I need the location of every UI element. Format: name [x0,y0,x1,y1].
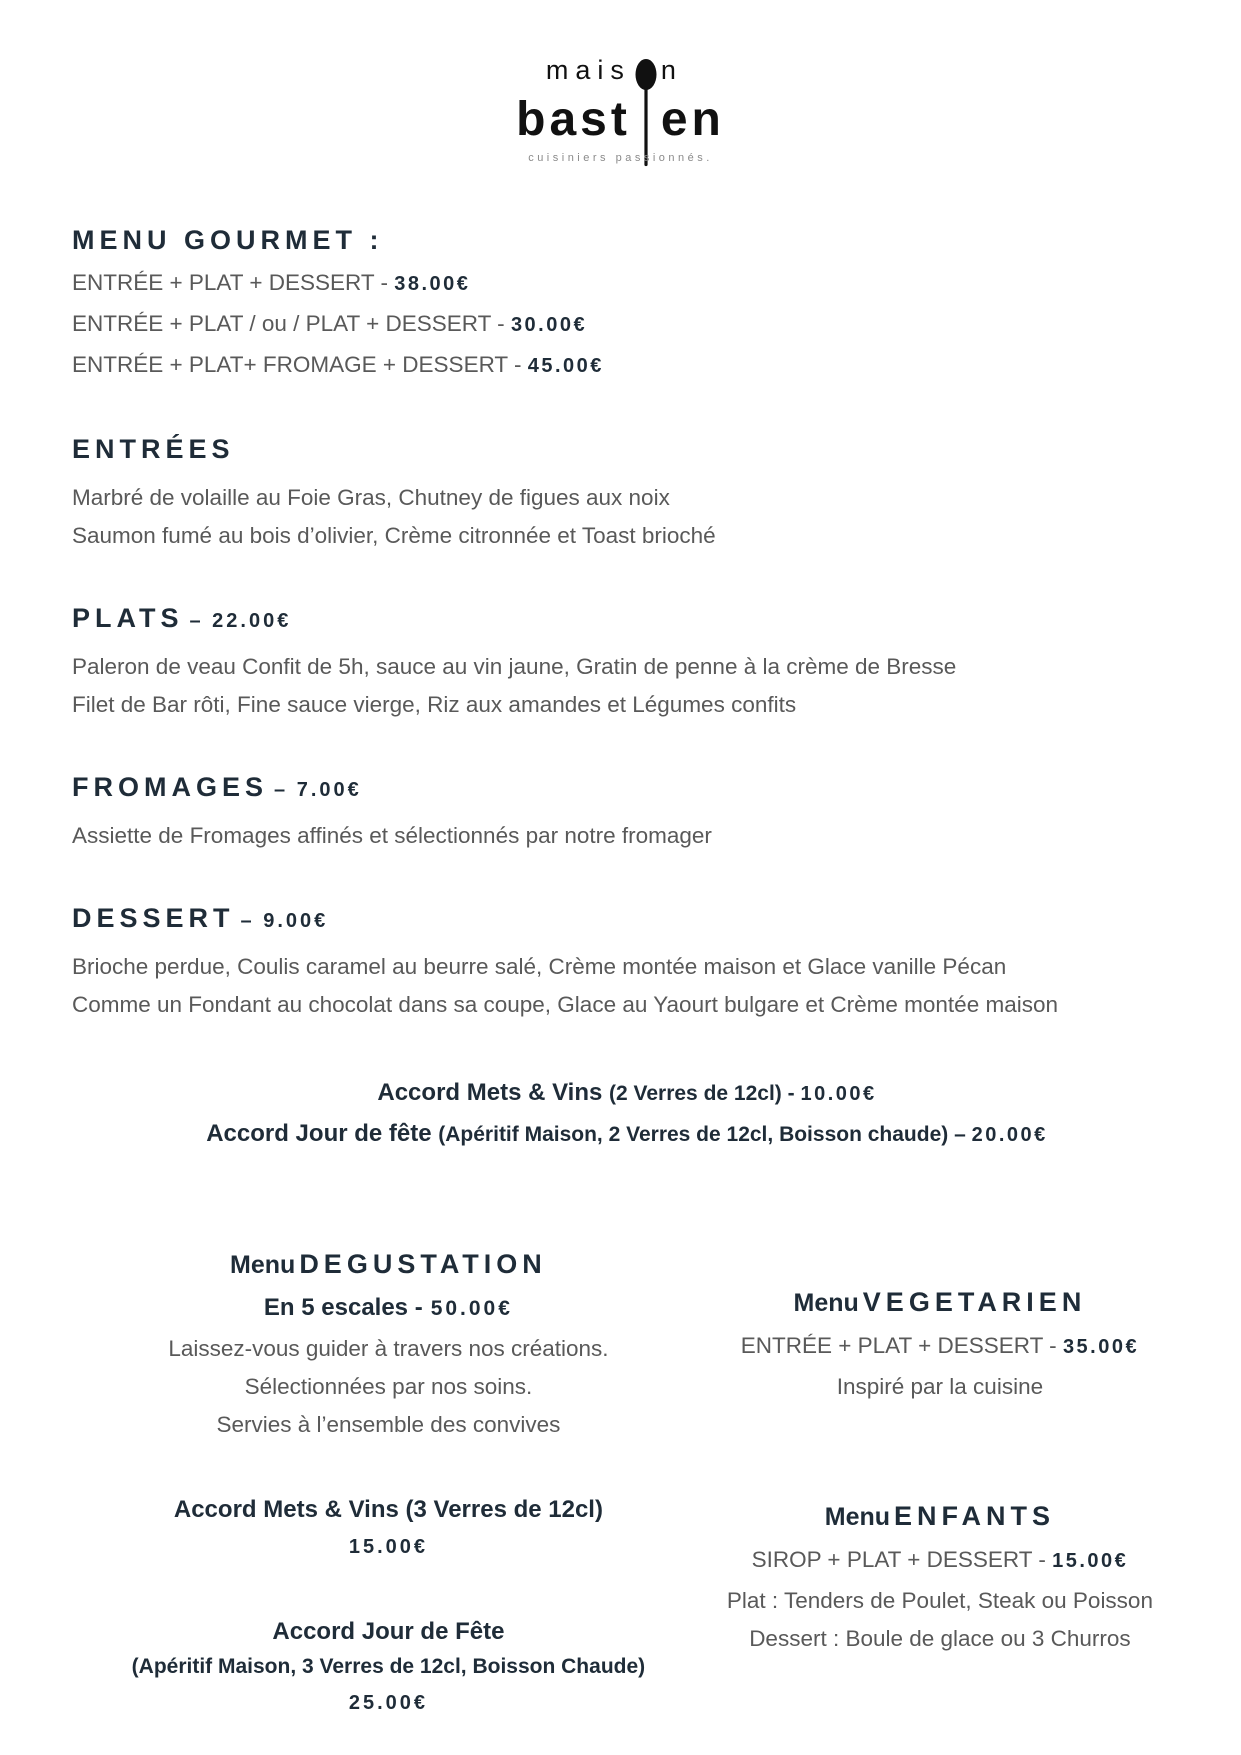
vegetarien-title: VEGETARIEN [862,1287,1087,1317]
section-plats [72,600,1201,724]
accord-jour-fete-line [72,1115,1182,1156]
logo-tagline: cuisiniers passionnés. [528,152,713,164]
formula-text: ENTRÉE + PLAT+ FROMAGE + DESSERT - [72,352,528,377]
menu-vegetarien [679,1284,1201,1406]
accords-block [72,1074,1182,1156]
plats-title: PLATS [72,603,184,633]
dish-line: Comme un Fondant au chocolat dans sa coupe, Glace au Yaourt bulgare et Crème montée maison [72,992,1058,1017]
accord-vins-price: 15.00€ [348,1536,428,1558]
vegetarien-title-row [679,1284,1201,1325]
degustation-line: Sélectionnées par nos soins. [244,1374,533,1399]
section-fromages [72,769,1201,855]
accord-name: Accord Jour de fête [206,1120,439,1147]
menu-word: Menu [230,1251,296,1279]
formula-price: 45.00€ [527,355,604,377]
formula-text: SIROP + PLAT + DESSERT - [751,1547,1053,1572]
fromages-price: – 7.00€ [274,779,362,801]
dish-line: Brioche perdue, Coulis caramel au beurre salé, Crème montée maison et Glace vanille Pécan [72,954,1007,979]
gourmet-formula-line [72,263,1201,304]
enfants-line: Dessert : Boule de glace ou 3 Churros [749,1626,1131,1651]
degustation-line: Servies à l’ensemble des convives [216,1412,561,1437]
dessert-items [72,948,1201,1024]
accord-price: 10.00€ [800,1083,877,1105]
formula-text: ENTRÉE + PLAT / ou / PLAT + DESSERT - [72,311,511,336]
dish-line: Paleron de veau Confit de 5h, sauce au vin jaune, Gratin de penne à la crème de Bresse [72,654,957,679]
accord-jour-de-fete [108,1614,669,1722]
accord-detail: (Apéritif Maison, 2 Verres de 12cl, Boisson chaude) – [438,1123,972,1146]
dessert-price: – 9.00€ [240,910,329,932]
menu-content [0,222,1241,1722]
plats-items [72,648,1201,724]
accord-price: 20.00€ [971,1124,1048,1146]
menu-word: Menu [824,1503,891,1531]
fromages-title-row [72,769,1201,810]
menu-gourmet-title-row [72,222,1201,263]
subtitle-price: 50.00€ [430,1297,513,1320]
gourmet-formula-line [72,304,1201,345]
logo-maison-left: mais [545,55,631,85]
accord-vins-label: Accord Mets & Vins (3 Verres de 12cl) [173,1496,603,1523]
subtitle-text: En 5 escales - [263,1294,423,1321]
logo-bastien-left: bast [516,93,631,146]
dessert-title-row [72,900,1201,941]
vegetarien-formula [679,1325,1201,1368]
dish-line: Marbré de volaille au Foie Gras, Chutney de figues aux noix [72,485,670,510]
entrees-title: ENTRÉES [72,434,235,464]
formula-text: ENTRÉE + PLAT + DESSERT - [740,1333,1063,1358]
entrees-items [72,479,1201,555]
fromages-items [72,817,1201,855]
menu-gourmet-title: MENU GOURMET : [72,225,384,255]
dish-line: Assiette de Fromages affinés et sélectionnés par notre fromager [72,823,712,848]
accord-fete-price: 25.00€ [348,1692,428,1714]
plats-title-row [72,600,1201,641]
degustation-title-row [108,1246,669,1287]
accord-fete-label: Accord Jour de Fête [272,1618,505,1645]
section-menu-gourmet [72,222,1201,386]
logo-maison-right: n [660,55,683,85]
gourmet-formula-line [72,345,1201,386]
dessert-title: DESSERT [72,903,235,933]
entrees-title-row [72,431,1201,472]
column-left [108,1246,669,1722]
formula-price: 15.00€ [1052,1550,1129,1572]
dish-line: Filet de Bar rôti, Fine sauce vierge, Riz aux amandes et Légumes confits [72,692,797,717]
dish-line: Saumon fumé au bois d’olivier, Crème citronnée et Toast brioché [72,523,716,548]
formula-price: 30.00€ [510,314,588,336]
column-right [679,1246,1201,1722]
accord-fete-detail: (Apéritif Maison, 3 Verres de 12cl, Boisson Chaude) [131,1655,646,1678]
section-entrees [72,431,1201,555]
accord-mets-vins-line [72,1074,1182,1115]
degustation-subtitle [108,1287,669,1330]
accord-mets-vins-3-verres [108,1492,669,1566]
section-dessert [72,900,1201,1024]
enfants-title-row [679,1498,1201,1539]
accord-name: Accord Mets & Vins [377,1079,609,1106]
degustation-title: DEGUSTATION [299,1249,547,1279]
accord-detail: (2 Verres de 12cl) - [609,1082,801,1105]
logo-wordmark [516,50,725,148]
enfants-title: ENFANTS [894,1501,1056,1531]
menu-enfants [679,1498,1201,1658]
menu-word: Menu [793,1289,859,1317]
degustation-line: Laissez-vous guider à travers nos créations. [168,1336,609,1361]
submenus-columns [72,1246,1201,1722]
formula-text: ENTRÉE + PLAT + DESSERT - [72,270,395,295]
enfants-formula [679,1539,1201,1582]
menu-degustation [108,1246,669,1444]
formula-price: 38.00€ [394,273,471,295]
formula-price: 35.00€ [1062,1336,1140,1358]
fromages-title: FROMAGES [72,772,269,802]
plats-price: – 22.00€ [189,610,292,632]
vegetarien-note: Inspiré par la cuisine [836,1374,1044,1399]
enfants-line: Plat : Tenders de Poulet, Steak ou Poisson [726,1588,1153,1613]
restaurant-logo [0,0,1241,164]
logo-bastien-right: en [660,93,725,146]
